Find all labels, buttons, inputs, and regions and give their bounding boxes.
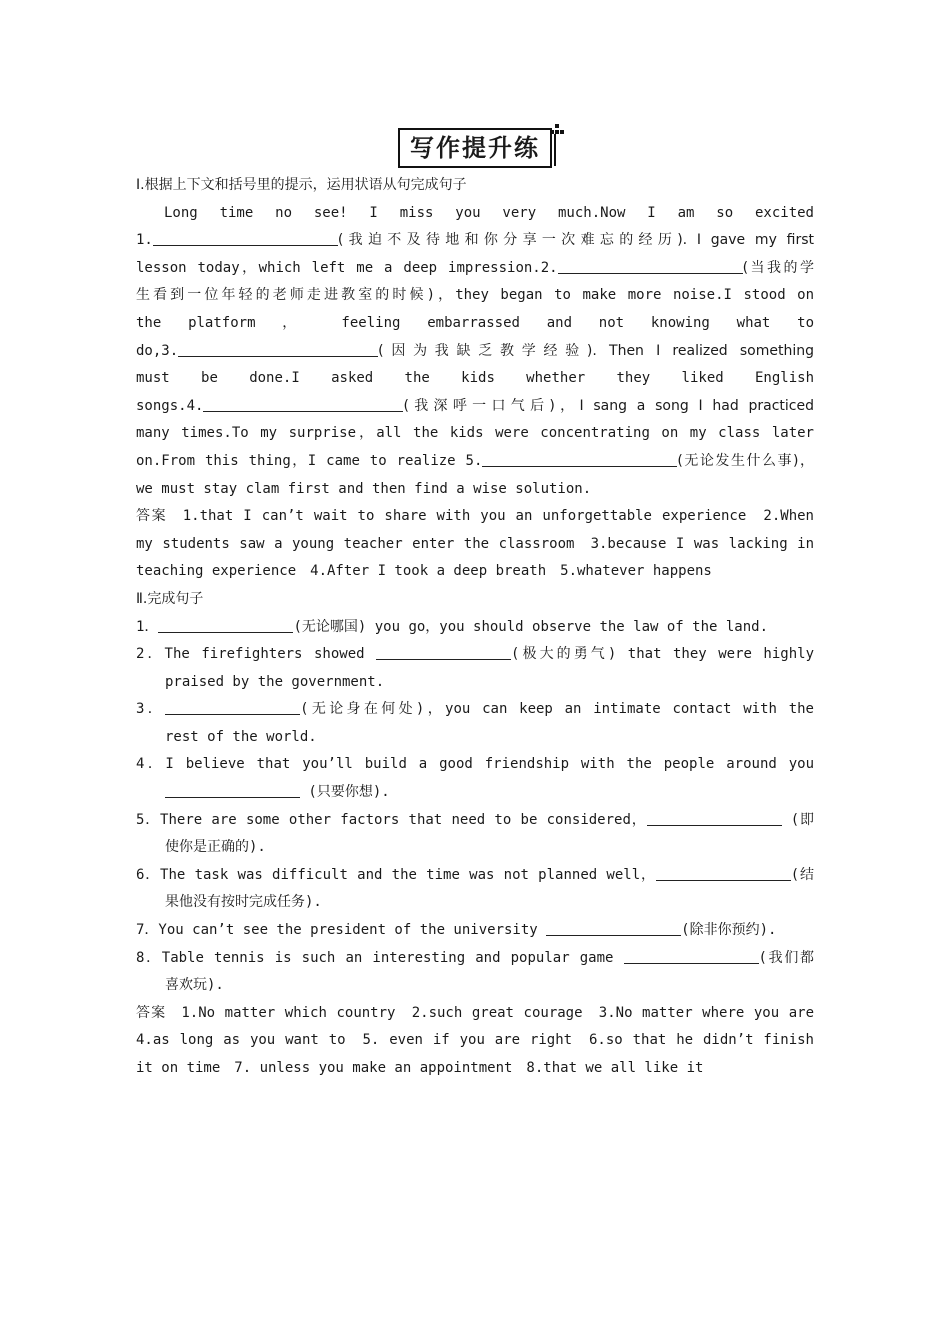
- item-blank[interactable]: [165, 697, 300, 715]
- list-item-continuation: 喜欢玩).: [165, 977, 224, 994]
- item-blank[interactable]: [624, 946, 759, 964]
- section1-passage: [136, 200, 814, 504]
- item-blank[interactable]: [158, 615, 293, 633]
- title-decoration-squares-icon: [550, 124, 564, 138]
- answer-line: my students saw a young teacher enter the classroom 3.because I was lacking in: [136, 535, 814, 552]
- passage-line: 生看到一位年轻的老师走进教室的时候)，they began to make more noise.I stood on: [136, 287, 814, 304]
- list-item-continuation: praised by the government.: [165, 673, 385, 690]
- list-item: 2．The firefighters showed (极大的勇气) that they were highly: [136, 641, 814, 669]
- passage-line: many times.To my surprise，all the kids were concentrating on my class later: [136, 425, 814, 442]
- passage-line: we must stay clam first and then find a wise solution.: [136, 480, 592, 497]
- page-title-text: 写作提升练: [410, 134, 540, 162]
- title-area: [0, 128, 950, 168]
- passage-line: the platform ， feeling embarrassed and not knowing what to: [136, 314, 814, 331]
- passage-line: songs.4. (我深呼一口气后)，I sang a song I had practiced: [136, 393, 814, 421]
- blank-5[interactable]: [482, 449, 677, 467]
- item-blank[interactable]: [165, 780, 300, 798]
- section2-answer: [136, 1000, 814, 1083]
- item-blank[interactable]: [546, 918, 681, 936]
- answer-line: 4.as long as you want to 5. even if you are right 6.so that he didn’t finish: [136, 1032, 814, 1049]
- worksheet-content: [136, 172, 814, 1083]
- passage-line: do,3. (因为我缺乏教学经验). Then I realized something: [136, 338, 814, 366]
- list-item-continuation: (只要你想).: [136, 779, 814, 807]
- item-blank[interactable]: [647, 808, 782, 826]
- list-item: 8．Table tennis is such an interesting and popular game (我们都: [136, 945, 814, 973]
- passage-line: lesson today，which left me a deep impression.2. (当我的学: [136, 255, 814, 283]
- list-item: 1． (无论哪国) you go，you should observe the law of the land.: [136, 614, 814, 642]
- list-item: 4．I believe that you’ll build a good friendship with the people around you: [136, 756, 814, 773]
- list-item: 3． (无论身在何处)，you can keep an intimate contact with the: [136, 696, 814, 724]
- blank-2[interactable]: [558, 256, 743, 274]
- answer-line: 答案 1.No matter which country 2.such great courage 3.No matter where you are: [136, 1004, 814, 1021]
- section2-items: [136, 614, 814, 1000]
- blank-3[interactable]: [178, 339, 378, 357]
- answer-line: it on time 7. unless you make an appointment 8.that we all like it: [136, 1060, 704, 1076]
- title-decoration-bar: [554, 134, 556, 166]
- passage-line: must be done.I asked the kids whether they liked English: [136, 370, 814, 387]
- passage-line: Long time no see! I miss you very much.Now I am so excited: [164, 204, 814, 221]
- answer-line: 答案 1.that I can’t wait to share with you an unforgettable experience 2.When: [136, 508, 814, 525]
- blank-4[interactable]: [203, 394, 403, 412]
- passage-line: on.From this thing，I came to realize 5. (无论发生什么事)，: [136, 448, 814, 476]
- list-item-continuation: 果他没有按时完成任务).: [165, 894, 322, 911]
- passage-line: 1. (我迫不及待地和你分享一次难忘的经历). I gave my first: [136, 227, 814, 255]
- blank-1[interactable]: [153, 228, 338, 246]
- page-title: [398, 128, 552, 168]
- answer-line: teaching experience 4.After I took a deep breath 5.whatever happens: [136, 563, 712, 580]
- list-item-continuation: rest of the world.: [165, 728, 317, 745]
- section1-answer: [136, 503, 814, 586]
- section2-heading: Ⅱ.完成句子: [136, 590, 204, 607]
- item-blank[interactable]: [376, 642, 511, 660]
- list-item: 7．You can’t see the president of the university (除非你预约).: [136, 917, 814, 945]
- list-item-continuation: 使你是正确的).: [165, 839, 266, 856]
- list-item: 5．There are some other factors that need to be considered， (即: [136, 807, 814, 835]
- section1-heading: Ⅰ.根据上下文和括号里的提示，运用状语从句完成句子: [136, 177, 467, 193]
- list-item: 6．The task was difficult and the time was not planned well， (结: [136, 862, 814, 890]
- item-blank[interactable]: [656, 863, 791, 881]
